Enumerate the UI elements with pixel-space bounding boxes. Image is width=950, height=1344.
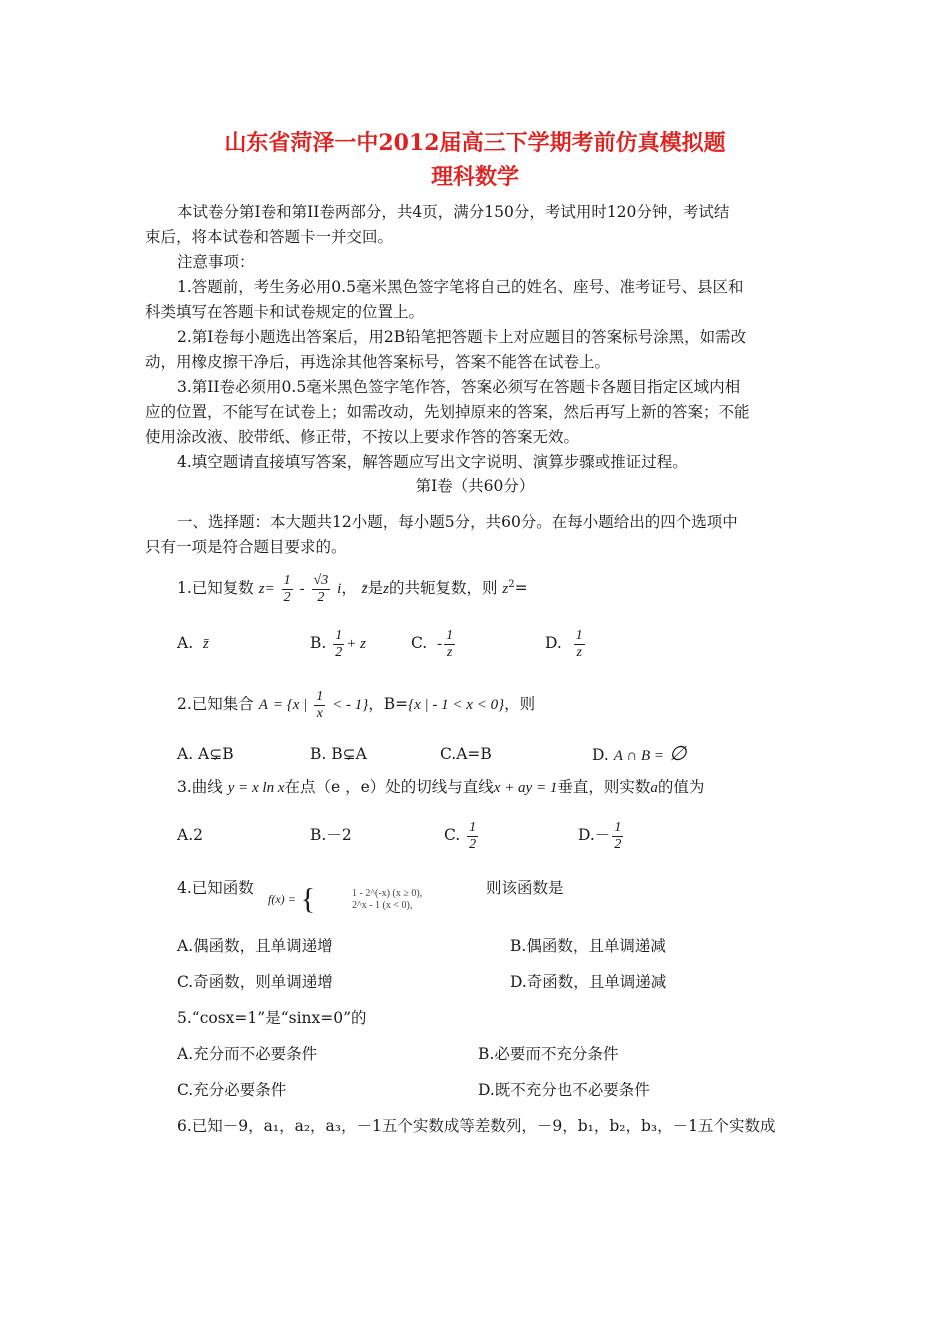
option-a: A.2 xyxy=(177,826,203,844)
option-c: C. $\frac{1}{2}$ xyxy=(444,819,477,852)
piecewise-case: 1 - 2^(-x) (x ≥ 0), xyxy=(352,888,423,899)
fraction: $\frac{√3}{2}$ xyxy=(313,572,329,605)
option-a: A. A⊊B xyxy=(177,745,234,763)
option-b: B. B⊊A xyxy=(310,745,367,763)
option-b: B.－2 xyxy=(310,826,352,844)
empty-set-icon: ∅ xyxy=(668,743,687,765)
question-4-tail: 则该函数是 xyxy=(486,879,564,897)
notice-item: 4.填空题请直接填写答案，解答题应写出文字说明、演算步骤或推证过程。 xyxy=(177,453,688,471)
notice-item: 使用涂改液、胶带纸、修正带，不按以上要求作答的答案无效。 xyxy=(145,428,580,446)
exam-subtitle: 理科数学 xyxy=(430,164,519,190)
option-c: C.充分必要条件 xyxy=(177,1081,287,1099)
intro-line: 束后，将本试卷和答题卡一并交回。 xyxy=(145,228,394,246)
option-c: C.A=B xyxy=(440,745,492,763)
question-3-stem: 3.曲线 y = x ln x在点（e ，e）处的切线与直线x + ay = 1垂直，则实数a的值为 xyxy=(177,778,705,796)
notice-item: 3.第II卷必须用0.5毫米黑色签字笔作答，答案必须写在答题卡各题目指定区域内相 xyxy=(177,378,741,396)
notice-item: 科类填写在答题卡和试卷规定的位置上。 xyxy=(145,303,425,321)
question-1-stem: 1.已知复数 z= $\frac{1}{2}$ - $\frac{√3}{2}$ i， z̄是z的共轭复数，则 $z^2=$ xyxy=(177,572,528,605)
notice-item: 2.第I卷每小题选出答案后，用2B铅笔把答题卡上对应题目的答案标号涂黑，如需改 xyxy=(177,328,747,346)
question-4-stem: 4.已知函数 xyxy=(177,879,254,897)
option-d: D. A ∩ B = ∅ xyxy=(592,743,687,765)
option-a: A. z̄ xyxy=(177,634,209,652)
section-desc: 只有一项是符合题目要求的。 xyxy=(145,538,347,556)
question-5-stem: 5.“cosx=1”是“sinx=0”的 xyxy=(177,1009,367,1027)
notice-item: 动，用橡皮擦干净后，再选涂其他答案标号，答案不能答在试卷上。 xyxy=(145,353,611,371)
option-a: A.充分而不必要条件 xyxy=(177,1045,318,1063)
question-2-stem: 2.已知集合 A = {x | $\frac{1}{x}$ < - 1}，B={x | - 1 < x < 0}，则 xyxy=(177,688,536,721)
option-b: B.偶函数，且单调递减 xyxy=(510,937,666,955)
option-b: B. $\frac{1}{2}$ + z xyxy=(310,627,366,660)
section-heading: 第I卷（共60分） xyxy=(415,477,535,495)
option-d: D.奇函数，且单调递减 xyxy=(510,973,667,991)
piecewise-case: 2^x - 1 (x < 0), xyxy=(352,900,413,911)
option-d: D.－ $\frac{1}{2}$ xyxy=(578,819,622,852)
option-c: C. - $\frac{1}{z}$ xyxy=(411,627,454,660)
intro-line: 本试卷分第I卷和第II卷两部分，共4页，满分150分，考试用时120分钟，考试结 xyxy=(177,203,730,221)
option-d: D.既不充分也不必要条件 xyxy=(478,1081,650,1099)
section-desc: 一、选择题：本大题共12小题，每小题5分，共60分。在每小题给出的四个选项中 xyxy=(177,513,738,531)
option-a: A.偶函数，且单调递增 xyxy=(177,937,333,955)
notice-item: 1.答题前，考生务必用0.5毫米黑色签字笔将自己的姓名、座号、准考证号、县区和 xyxy=(177,278,744,296)
option-d: D. $\frac{1}{z}$ xyxy=(545,627,583,660)
notice-item: 应的位置，不能写在试卷上；如需改动，先划掉原来的答案，然后再写上新的答案；不能 xyxy=(145,403,750,421)
option-b: B.必要而不充分条件 xyxy=(478,1045,619,1063)
notice-label: 注意事项： xyxy=(177,253,255,271)
question-6-stem: 6.已知－9，a₁，a₂，a₃，－1五个实数成等差数列，－9，b₁，b₂，b₃，－1五个实数成 xyxy=(177,1117,776,1135)
exam-title: 山东省菏泽一中2012届高三下学期考前仿真模拟题 xyxy=(224,130,726,156)
fraction: $\frac{1}{2}$ xyxy=(283,572,291,605)
piecewise-function: f(x) = { xyxy=(268,882,316,916)
option-c: C.奇函数，则单调递增 xyxy=(177,973,333,991)
